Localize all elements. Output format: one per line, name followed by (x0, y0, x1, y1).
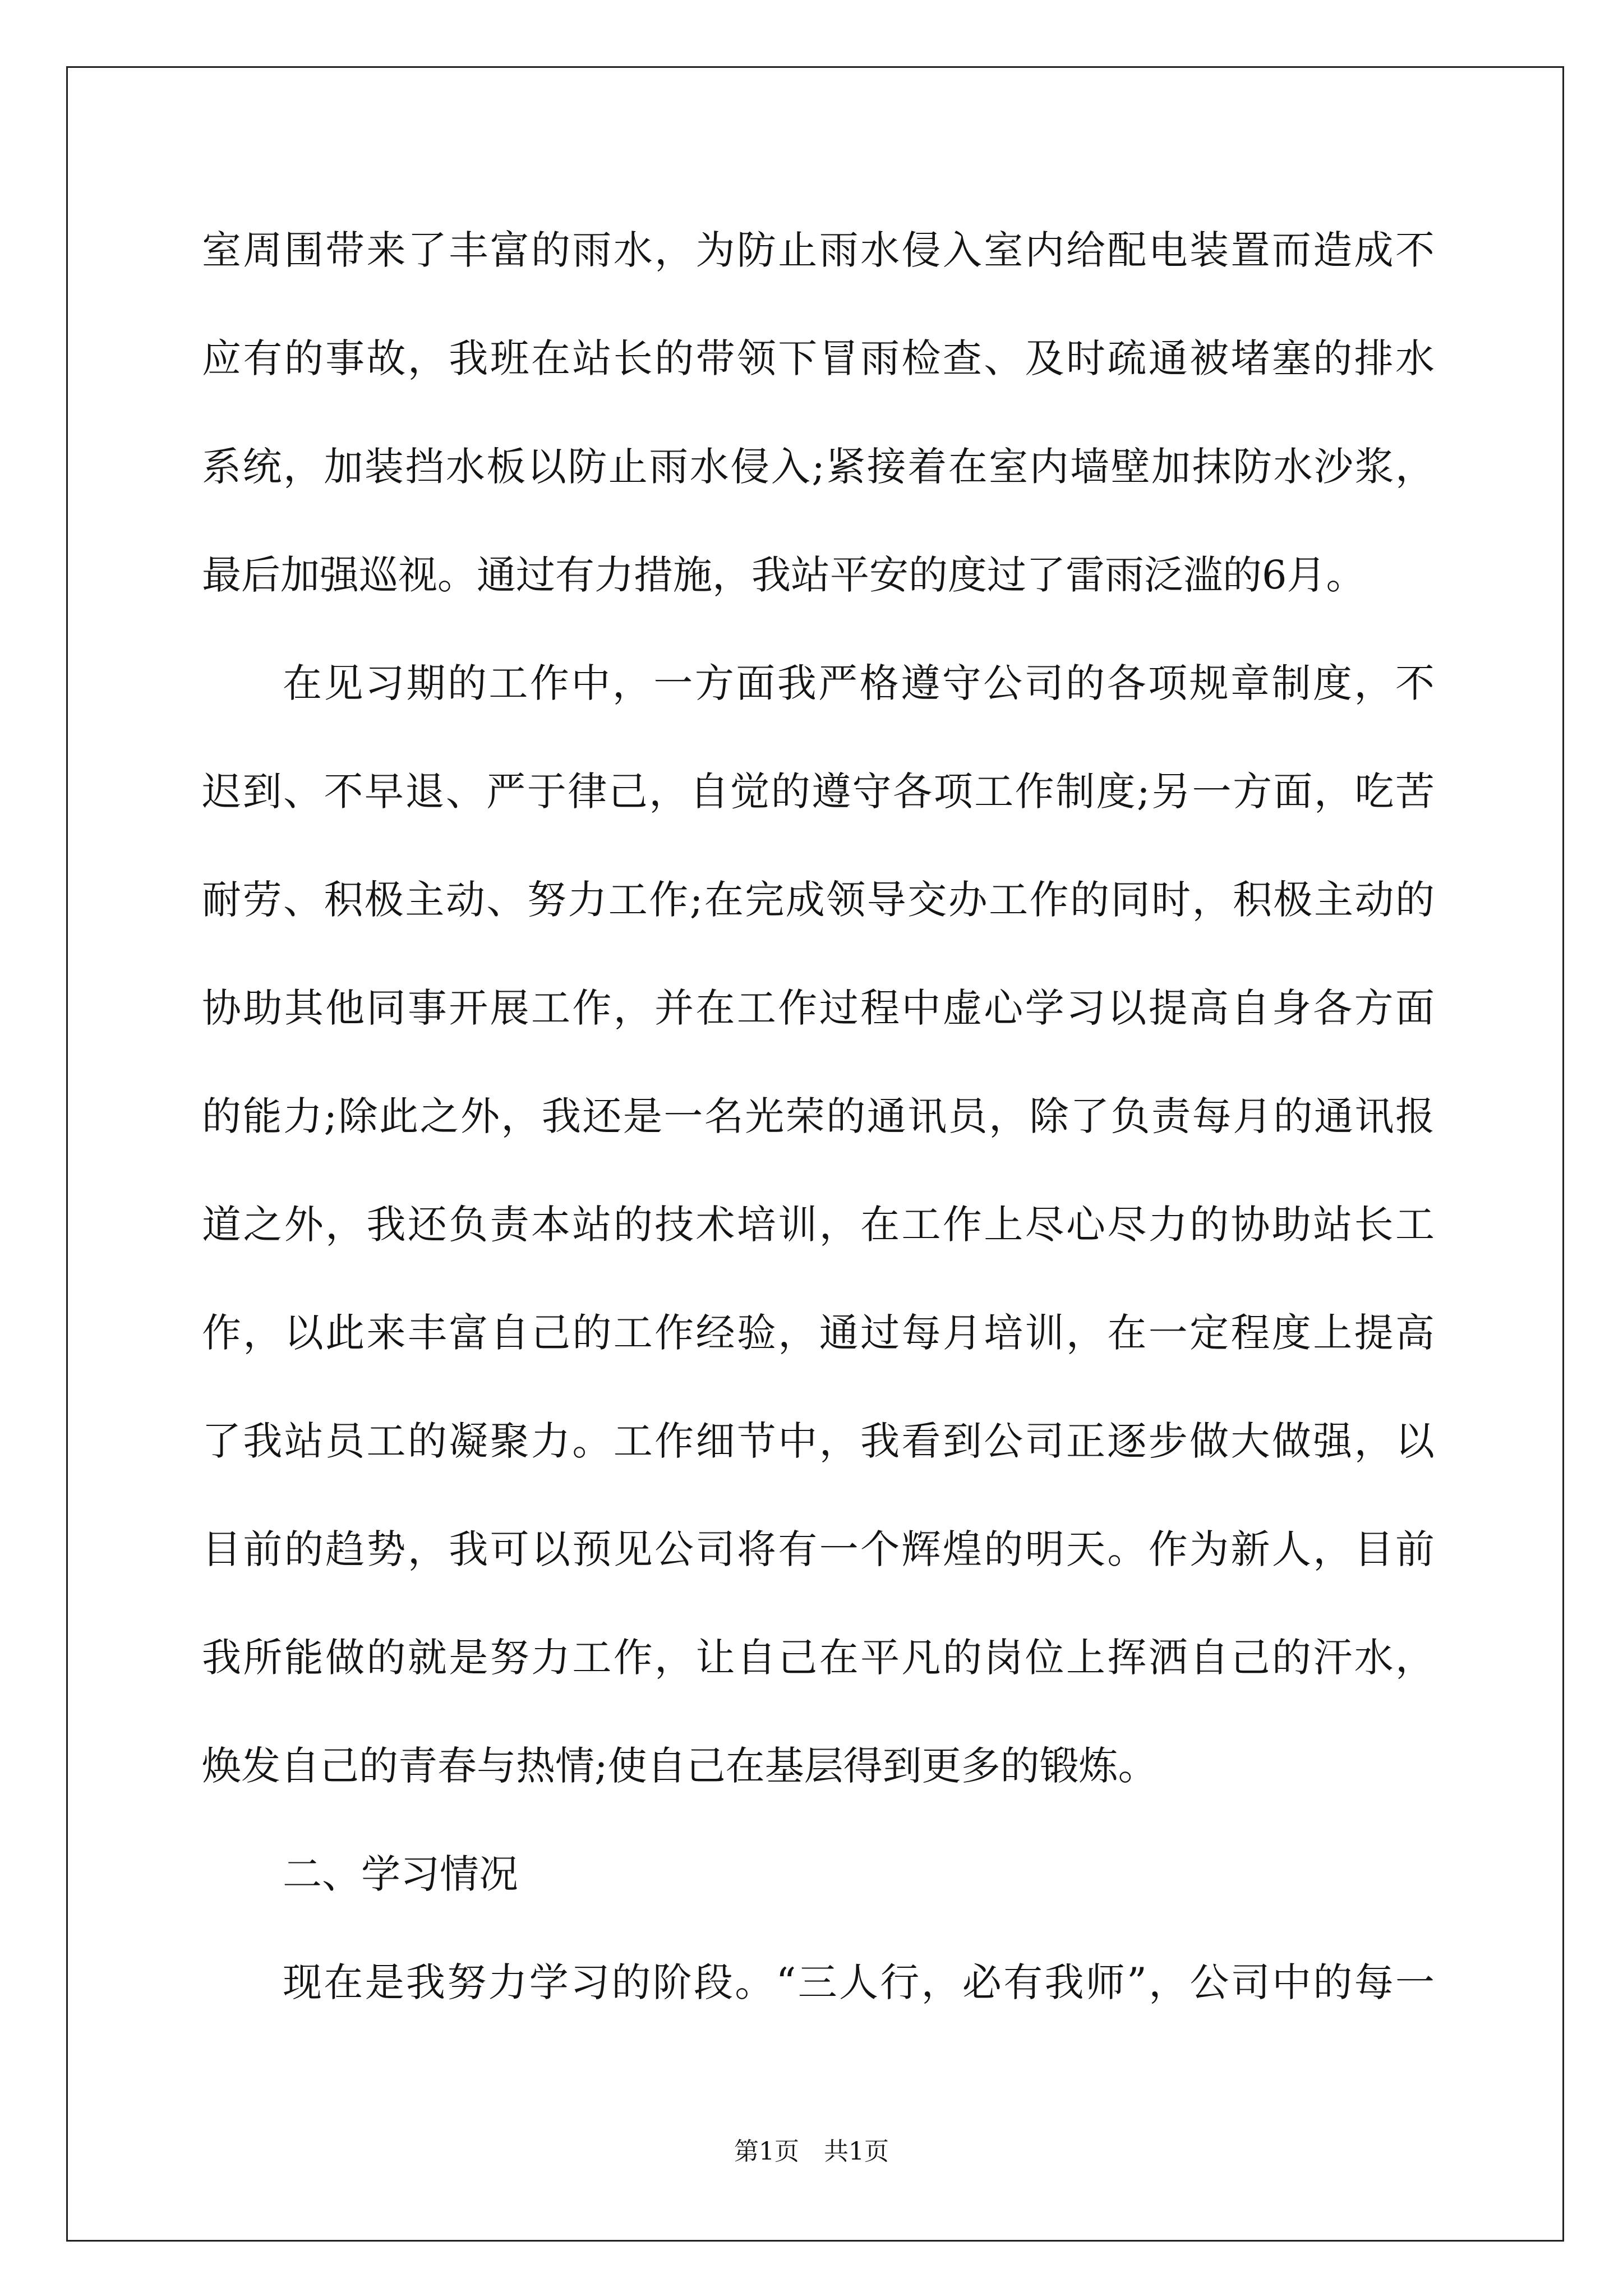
page-number: 第1页 (734, 2137, 799, 2166)
body-line: 作，以此来丰富自己的工作经验，通过每月培训，在一定程度上提高 (202, 1310, 1435, 1356)
document-body (202, 196, 1435, 2037)
body-line: 室周围带来了丰富的雨水，为防止雨水侵入室内给配电装置而造成不 (202, 227, 1435, 273)
body-line: 了我站员工的凝聚力。工作细节中，我看到公司正逐步做大做强，以 (202, 1418, 1435, 1464)
body-line: 应有的事故，我班在站长的带领下冒雨检查、及时疏通被堵塞的排水 (202, 335, 1435, 381)
body-line: 道之外，我还负责本站的技术培训，在工作上尽心尽力的协助站长工 (202, 1202, 1435, 1248)
body-line: 现在是我努力学习的阶段。“三人行，必有我师”，公司中的每一 (283, 1959, 1435, 2005)
body-line: 协助其他同事开展工作，并在工作过程中虚心学习以提高自身各方面 (202, 985, 1435, 1031)
page-total: 共1页 (824, 2137, 889, 2166)
paragraph (202, 196, 1435, 629)
body-line: 耐劳、积极主动、努力工作;在完成领导交办工作的同时，积极主动的 (202, 877, 1435, 923)
paragraph (202, 629, 1435, 1820)
page-footer (0, 2135, 1623, 2169)
body-line: 焕发自己的青春与热情;使自己在基层得到更多的锻炼。 (202, 1743, 1158, 1789)
paragraph (202, 1929, 1435, 2037)
body-line: 迟到、不早退、严于律己，自觉的遵守各项工作制度;另一方面，吃苦 (202, 769, 1435, 815)
body-line: 的能力;除此之外，我还是一名光荣的通讯员，除了负责每月的通讯报 (202, 1093, 1435, 1139)
body-line: 在见习期的工作中，一方面我严格遵守公司的各项规章制度，不 (283, 660, 1435, 706)
section-heading (202, 1820, 1435, 1929)
body-line: 我所能做的就是努力工作，让自己在平凡的岗位上挥洒自己的汗水， (202, 1635, 1435, 1681)
body-line: 系统，加装挡水板以防止雨水侵入;紧接着在室内墙壁加抹防水沙浆， (202, 444, 1435, 490)
body-line: 目前的趋势，我可以预见公司将有一个辉煌的明天。作为新人，目前 (202, 1526, 1435, 1572)
body-line: 最后加强巡视。通过有力措施，我站平安的度过了雷雨泛滥的6月。 (202, 552, 1366, 598)
section-heading-text: 二、学习情况 (283, 1851, 518, 1897)
